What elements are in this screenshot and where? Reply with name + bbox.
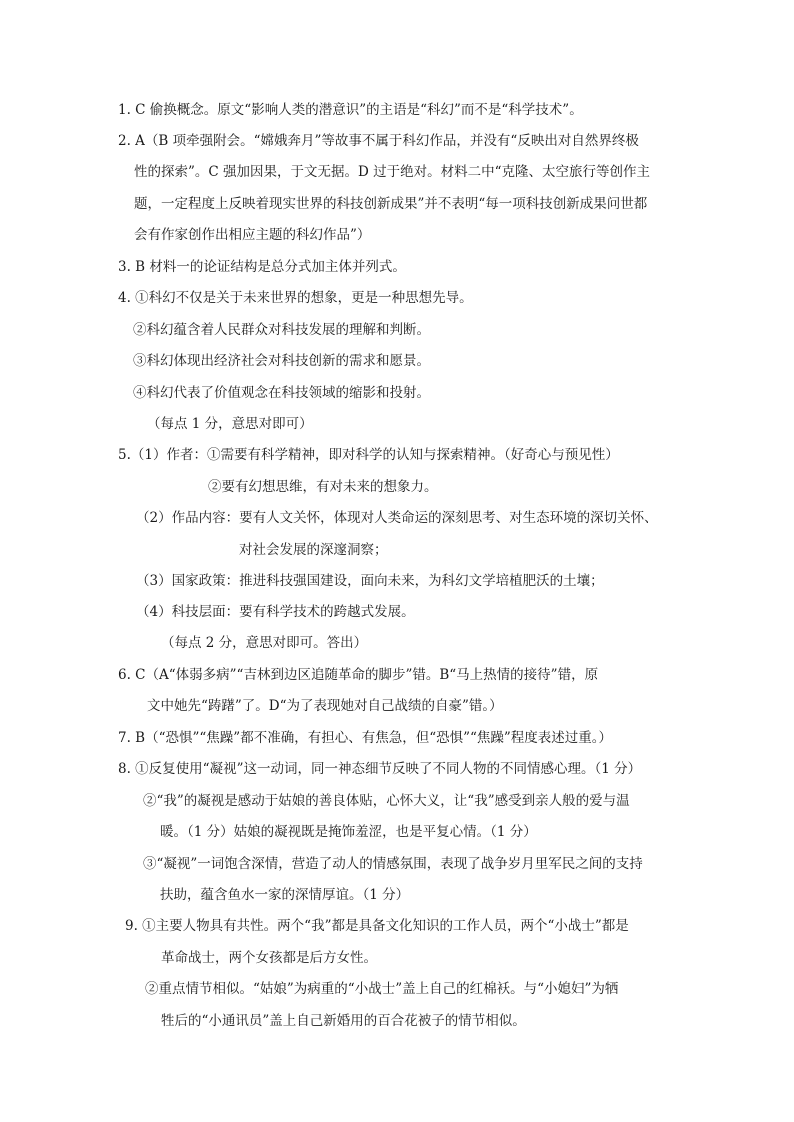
answer-5-author-2: ②要有幻想思维，有对未来的想象力。 <box>208 479 438 495</box>
answer-4-point-3: ③科幻体现出经济社会对科技创新的需求和愿景。 <box>133 353 430 369</box>
answer-9-point-1-line-2: 革命战士，两个女孩都是后方女性。 <box>161 950 377 966</box>
answer-5-technology: （4）科技层面：要有科学技术的跨越式发展。 <box>136 604 415 620</box>
answer-2-line-2: 性的探索”。C 强加因果，于文无据。D 过于绝对。材料二中“克隆、太空旅行等创作主 <box>134 164 651 180</box>
answer-9-point-1-line-1: 9. ①主要人物具有共性。两个“我”都是具备文化知识的工作人员，两个“小战士”都是 <box>125 918 629 934</box>
answer-5-content-1: （2）作品内容：要有人文关怀，体现对人类命运的深刻思考、对生态环境的深切关怀、 <box>136 510 658 526</box>
answer-6-line-2: 文中她先“踌躇”了。D“为了表现她对自己战绩的自豪”错。） <box>147 698 503 714</box>
answer-4-point-4: ④科幻代表了价值观念在科技领域的缩影和投射。 <box>133 385 430 401</box>
answer-2-line-4: 会有作家创作出相应主题的科幻作品”） <box>134 227 371 243</box>
answer-8-point-3-line-2: 扶助，蕴含鱼水一家的深情厚谊。（1 分） <box>160 887 410 903</box>
answer-8-point-3-line-1: ③“凝视”一词饱含深情，营造了动人的情感氛围，表现了战争岁月里军民之间的支持 <box>143 856 643 872</box>
answer-4-scoring-note: （每点 1 分，意思对即可） <box>147 416 313 432</box>
answer-5-scoring-note: （每点 2 分，意思对即可。答出） <box>161 635 368 651</box>
answer-4-point-2: ②科幻蕴含着人民群众对科技发展的理解和判断。 <box>133 322 430 338</box>
answer-2-line-3: 题，一定程度上反映着现实世界的科技创新成果”并不表明“每一项科技创新成果问世都 <box>134 196 648 212</box>
answer-7: 7. B（“恐惧”“焦躁”都不准确，有担心、有焦急，但“恐惧”“焦躁”程度表述过重。） <box>118 730 613 746</box>
answer-8-point-2-line-1: ②“我”的凝视是感动于姑娘的善良体贴，心怀大义，让“我”感受到亲人般的爱与温 <box>143 793 630 809</box>
answer-5-author-1: 5.（1）作者：①需要有科学精神，即对科学的认知与探索精神。（好奇心与预见性） <box>118 447 619 463</box>
answer-9-point-2-line-2: 牲后的“小通讯员”盖上自己新婚用的百合花被子的情节相似。 <box>161 1013 526 1029</box>
answer-2-line-1: 2. A（B 项牵强附会。“嫦娥奔月”等故事不属于科幻作品，并没有“反映出对自然界终极 <box>118 133 639 149</box>
answer-5-content-2: 对社会发展的深邃洞察； <box>239 542 388 558</box>
answer-1: 1. C 偷换概念。原文“影响人类的潜意识”的主语是“科幻”而不是“科学技术”。 <box>118 102 583 118</box>
answer-4-point-1: 4. ①科幻不仅是关于未来世界的想象，更是一种思想先导。 <box>118 290 473 306</box>
answer-8-point-1: 8. ①反复使用“凝视”这一动词，同一神态细节反映了不同人物的不同情感心理。（1 分） <box>118 761 642 777</box>
answer-3: 3. B 材料一的论证结构是总分式加主体并列式。 <box>118 259 406 275</box>
answer-9-point-2-line-1: ②重点情节相似。“姑娘”为病重的“小战士”盖上自己的红棉袄。与“小媳妇”为牺 <box>145 981 619 997</box>
answer-5-policy: （3）国家政策：推进科技强国建设，面向未来，为科幻文学培植肥沃的土壤； <box>136 573 604 589</box>
answer-6-line-1: 6. C（A“体弱多病”“吉林到边区追随革命的脚步”错。B“马上热情的接待”错，原 <box>118 667 599 683</box>
answer-8-point-2-line-2: 暖。（1 分）姑娘的凝视既是掩饰羞涩，也是平复心情。（1 分） <box>160 824 537 840</box>
